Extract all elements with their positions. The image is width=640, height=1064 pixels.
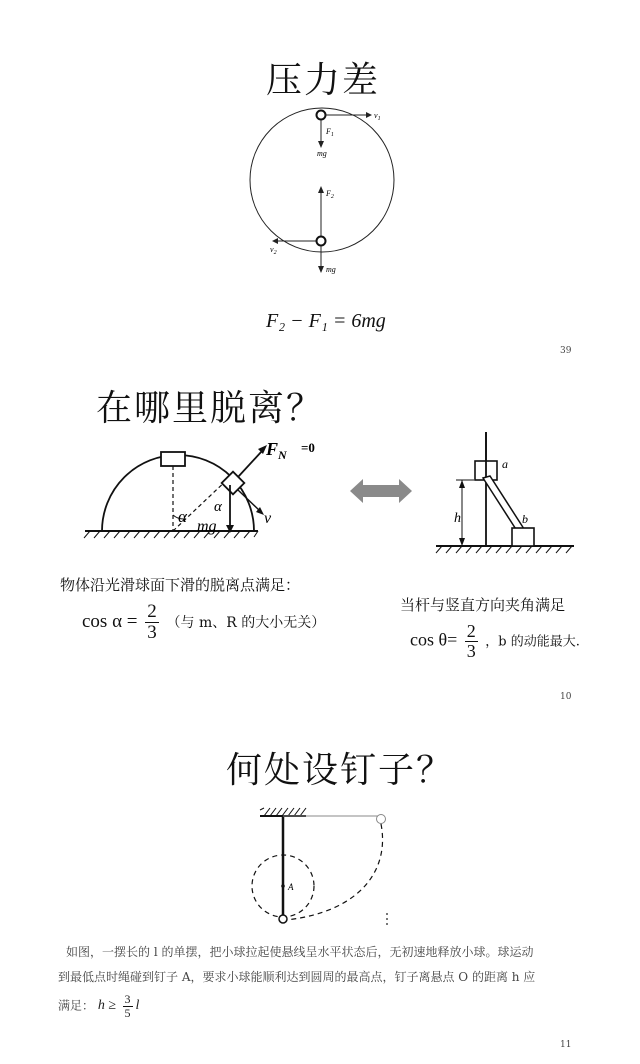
page-number-39: 39 [560, 346, 572, 356]
mg-top-label: mg [317, 149, 327, 158]
mg-bottom-arrowhead-icon [318, 266, 324, 273]
velocity-arrow [238, 490, 260, 511]
slide1-title: 压力差 [266, 60, 381, 101]
f2-arrowhead-icon [318, 186, 324, 193]
slide2-title: 在哪里脱离？ [96, 388, 325, 429]
nail-a [281, 884, 285, 888]
f2-label: $F_2$ [326, 189, 334, 200]
fn-zero-label: =0 [301, 440, 315, 455]
paragraph-line-3-prefix: 满足： [58, 998, 95, 1013]
ball-bottom [279, 915, 287, 923]
left-formula [82, 602, 325, 643]
v-label: v [264, 510, 272, 527]
pressure-difference-formula [266, 310, 386, 333]
h-label: h [454, 511, 461, 526]
condition-formula: h ≥ $\frac{3}{5}$ l [97, 992, 140, 1020]
v2-label: $v_2$ [270, 245, 277, 256]
double-arrow-icon [350, 478, 412, 504]
right-formula-prefix: cos θ= [410, 629, 458, 650]
stray-marks [386, 913, 388, 925]
swing-path [286, 824, 383, 920]
alpha-label: α [178, 507, 187, 526]
a-label: a [502, 457, 508, 471]
left-formula-prefix: cos α = [82, 610, 138, 632]
problem-paragraph [58, 940, 618, 1019]
formula-lhs: F₂ − F₁ = [266, 310, 352, 332]
formula-rhs: 6mg [351, 310, 386, 332]
pendulum-diagram [240, 800, 410, 932]
v2-arrowhead-icon [272, 238, 278, 244]
fn-label: $F_N$ [266, 439, 287, 462]
rod-diagram [430, 428, 580, 558]
ceiling-hatch [260, 808, 306, 816]
page-number-11: 11 [560, 1040, 572, 1050]
right-fraction: $\frac{2}{3}$ [466, 621, 476, 661]
rod [483, 476, 526, 534]
vertical-circle-diagram [240, 100, 410, 290]
height-arrowhead-down-icon [459, 538, 465, 546]
slide3-title: 何处设钉子？ [226, 750, 455, 791]
b-label: b [522, 512, 528, 526]
mg-bottom-label: mg [326, 265, 336, 274]
ball-start [377, 815, 386, 824]
left-condition-text: 物体沿光滑球面下滑的脱离点满足： [60, 576, 301, 594]
fn-arrow [238, 451, 262, 477]
v1-label: $v_1$ [374, 111, 381, 122]
v1-arrowhead-icon [366, 112, 372, 118]
f1-label: $F_1$ [326, 127, 334, 138]
left-formula-note: （与 m、R 的大小无关） [166, 614, 326, 631]
left-fraction: $\frac{2}{3}$ [147, 601, 157, 643]
a-label: A [288, 882, 294, 892]
paragraph-line-3 [58, 993, 618, 1019]
right-formula-suffix: ，b 的动能最大. [485, 634, 580, 650]
mg-label: mg [197, 518, 217, 535]
floor-hatch [436, 546, 572, 553]
right-formula [410, 622, 580, 661]
height-arrowhead-up-icon [459, 480, 465, 488]
top-ball [317, 111, 326, 120]
circular-track [250, 108, 394, 252]
paragraph-line-1: 如图，一摆长的 l 的单摆，把小球拉起使悬线呈水平状态后，无初速地释放小球。球运动 [66, 945, 534, 959]
condition-fraction: $\frac{3}{5}$ [124, 992, 131, 1020]
alpha-label-2: α [214, 499, 222, 515]
block-top [161, 452, 185, 466]
hemisphere-diagram [80, 435, 340, 555]
paragraph-line-2: 到最低点时绳碰到钉子 A，要求小球能顺利达到圆周的最高点，钉子离悬点 O 的距离 h 应 [58, 970, 536, 984]
block-b [512, 528, 534, 546]
right-condition-text: 当杆与竖直方向夹角满足 [400, 596, 566, 614]
bottom-ball [317, 237, 326, 246]
page-number-10: 10 [560, 692, 572, 702]
ground-hatch [84, 531, 258, 538]
f1-arrowhead-icon [318, 141, 324, 148]
